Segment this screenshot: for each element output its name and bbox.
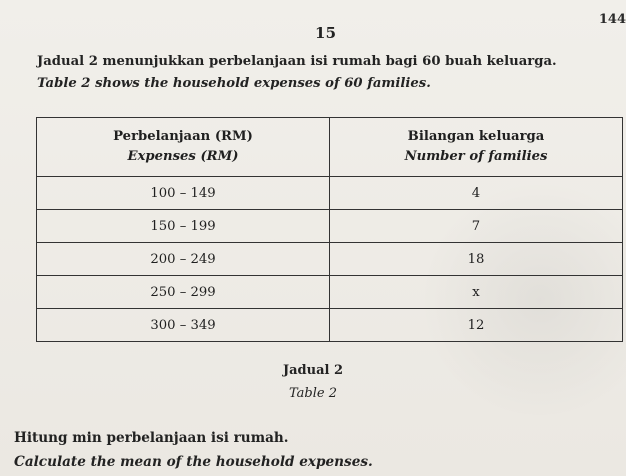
- expenses-header-cell: [37, 118, 330, 177]
- table-caption-malay: Jadual 2: [282, 363, 344, 378]
- expenses-table: [36, 117, 623, 342]
- intro-malay: Jadual 2 menunjukkan perbelanjaan isi rumah bagi 60 buah keluarga.: [37, 54, 557, 69]
- table-row: [37, 309, 623, 342]
- expenses-cell: 200 – 249: [37, 243, 330, 276]
- question-malay: Hitung min perbelanjaan isi rumah.: [14, 430, 289, 446]
- families-header-malay: Bilangan keluarga: [407, 129, 545, 144]
- expenses-cell: 250 – 299: [37, 276, 330, 309]
- families-cell: x: [330, 276, 623, 309]
- families-cell: 12: [330, 309, 623, 342]
- table-row: [37, 177, 623, 210]
- families-header-cell: [330, 118, 623, 177]
- table-row: [37, 210, 623, 243]
- page-corner-number: 144: [598, 12, 626, 27]
- table-row: [37, 243, 623, 276]
- expenses-cell: 100 – 149: [37, 177, 330, 210]
- expenses-header-malay: Perbelanjaan (RM): [113, 129, 253, 144]
- table-row: [37, 276, 623, 309]
- page-number: 15: [315, 24, 337, 42]
- expenses-table-wrapper: [36, 117, 626, 342]
- families-header-english: Number of families: [404, 149, 548, 164]
- expenses-header-english: Expenses (RM): [127, 149, 239, 164]
- table-header-row: [37, 118, 623, 177]
- table-caption-english: Table 2: [289, 386, 337, 401]
- families-cell: 18: [330, 243, 623, 276]
- expenses-cell: 300 – 349: [37, 309, 330, 342]
- families-cell: 7: [330, 210, 623, 243]
- families-cell: 4: [330, 177, 623, 210]
- expenses-cell: 150 – 199: [37, 210, 330, 243]
- question-english: Calculate the mean of the household expenses.: [14, 454, 373, 470]
- intro-english: Table 2 shows the household expenses of 60 families.: [37, 76, 431, 91]
